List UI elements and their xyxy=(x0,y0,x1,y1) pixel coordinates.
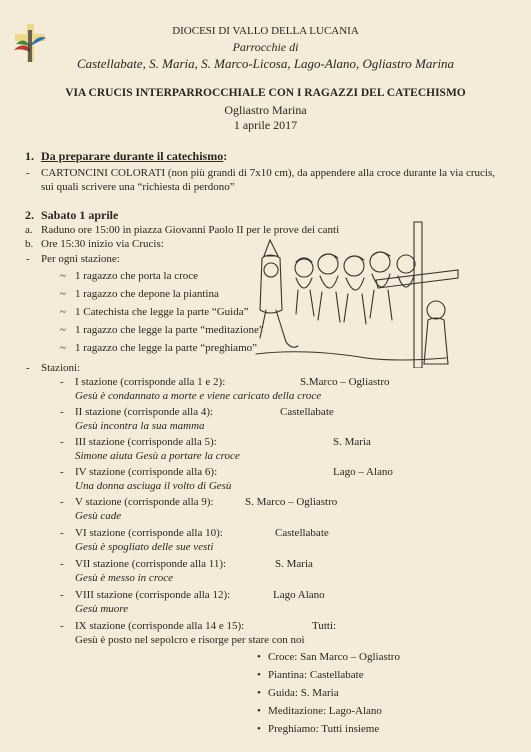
station-parish: S. Marco – Ogliastro xyxy=(245,496,338,508)
station-parish: S.Marco – Ogliastro xyxy=(300,376,390,388)
station-parish: Tutti: xyxy=(312,620,337,632)
station-label: IX stazione (corrisponde alla 14 e 15): xyxy=(75,620,245,632)
event-date: 1 aprile 2017 xyxy=(233,118,298,132)
role-marker: ~ xyxy=(60,342,66,354)
station-marker: - xyxy=(60,376,64,388)
station-marker: - xyxy=(60,496,64,508)
role-marker: ~ xyxy=(60,306,66,318)
station-label: III stazione (corrisponde alla 5): xyxy=(75,436,217,448)
role-text: 1 ragazzo che legge la parte “preghiamo” xyxy=(75,342,258,354)
role-marker: ~ xyxy=(60,270,66,282)
station-marker: - xyxy=(60,436,64,448)
section1-number: 1. xyxy=(25,149,34,163)
role-text: 1 ragazzo che depone la piantina xyxy=(75,288,219,300)
assignment-bullet: • xyxy=(257,651,261,663)
station-label: VI stazione (corrisponde alla 10): xyxy=(75,527,223,539)
stations-label: Stazioni: xyxy=(41,362,81,374)
station-marker: - xyxy=(60,620,64,632)
section1-colon: : xyxy=(223,149,228,163)
section1-line1: CARTONCINI COLORATI (non più grandi di 7x10 cm), da appendere alla croce durante la via crucis, xyxy=(41,167,495,179)
section1-heading: Da preparare durante il catechismo xyxy=(41,149,224,163)
section1-line2: sui quali scrivere una “richiesta di perdono” xyxy=(41,181,235,193)
station-marker: - xyxy=(60,466,64,478)
station-parish: S. Maria xyxy=(275,558,313,570)
page-title: VIA CRUCIS INTERPARROCCHIALE CON I RAGAZZI DEL CATECHISMO xyxy=(65,87,466,99)
station-description: Gesù è spogliato delle sue vesti xyxy=(75,541,214,553)
section1-heading-wrap xyxy=(41,149,227,164)
section1-bullet: - xyxy=(26,167,30,179)
parishes-list: Castellabate, S. Maria, S. Marco-Licosa, Lago-Alano, Ogliastro Marina xyxy=(76,56,455,71)
station-description: Gesù è posto nel sepolcro e risorge per stare con noi xyxy=(75,634,305,646)
station-label: VIII stazione (corrisponde alla 12): xyxy=(75,589,231,601)
station-description: Una donna asciuga il volto di Gesù xyxy=(75,480,232,492)
section2-heading: Sabato 1 aprile xyxy=(41,208,119,222)
role-marker: ~ xyxy=(60,324,66,336)
station-description: Gesù è condannato a morte e viene caricato della croce xyxy=(75,390,322,402)
station-description: Gesù è messo in croce xyxy=(75,572,173,584)
assignment-text: Meditazione: Lago-Alano xyxy=(268,705,382,717)
station-label: IV stazione (corrisponde alla 6): xyxy=(75,466,218,478)
station-marker: - xyxy=(60,527,64,539)
stations-marker: - xyxy=(26,362,30,374)
station-parish: S. Maria xyxy=(333,436,371,448)
item-a-marker: a. xyxy=(25,224,33,236)
assignment-bullet: • xyxy=(257,687,261,699)
role-text: 1 ragazzo che porta la croce xyxy=(75,270,199,282)
assignment-text: Guida: S. Maria xyxy=(268,687,339,699)
station-marker: - xyxy=(60,589,64,601)
station-parish: Castellabate xyxy=(280,406,334,418)
per-station-marker: - xyxy=(26,253,30,265)
parishes-label: Parrocchie di xyxy=(232,40,299,54)
station-label: I stazione (corrisponde alla 1 e 2): xyxy=(75,376,226,388)
station-parish: Lago Alano xyxy=(273,589,325,601)
station-description: Gesù incontra la sua mamma xyxy=(75,420,205,432)
role-text: 1 ragazzo che legge la parte “meditazione” xyxy=(75,324,264,336)
station-parish: Castellabate xyxy=(275,527,329,539)
per-station-label: Per ogni stazione: xyxy=(41,253,120,265)
assignment-text: Piantina: Castellabate xyxy=(268,669,364,681)
section2-number: 2. xyxy=(25,208,34,222)
station-label: II stazione (corrisponde alla 4): xyxy=(75,406,214,418)
diocese-name: DIOCESI DI VALLO DELLA LUCANIA xyxy=(172,25,359,37)
assignment-text: Preghiamo: Tutti insieme xyxy=(268,723,380,735)
station-parish: Lago – Alano xyxy=(333,466,393,478)
station-label: V stazione (corrisponde alla 9): xyxy=(75,496,214,508)
station-description: Gesù muore xyxy=(75,603,129,615)
role-text: 1 Catechista che legge la parte “Guida” xyxy=(75,306,249,318)
item-b-marker: b. xyxy=(25,238,34,250)
station-label: VII stazione (corrisponde alla 11): xyxy=(75,558,227,570)
assignment-bullet: • xyxy=(257,705,261,717)
station-marker: - xyxy=(60,406,64,418)
station-description: Simone aiuta Gesù a portare la croce xyxy=(75,450,240,462)
assignment-bullet: • xyxy=(257,669,261,681)
item-b-text: Ore 15:30 inizio via Crucis: xyxy=(41,238,164,250)
station-description: Gesù cade xyxy=(75,510,122,522)
assignment-text: Croce: San Marco – Ogliastro xyxy=(268,651,400,663)
children-cross-illustration xyxy=(246,218,460,368)
event-place: Ogliastro Marina xyxy=(224,103,307,117)
station-marker: - xyxy=(60,558,64,570)
role-marker: ~ xyxy=(60,288,66,300)
item-a-text: Raduno ore 15:00 in piazza Giovanni Paolo II per le prove dei canti xyxy=(41,224,340,236)
assignment-bullet: • xyxy=(257,723,261,735)
